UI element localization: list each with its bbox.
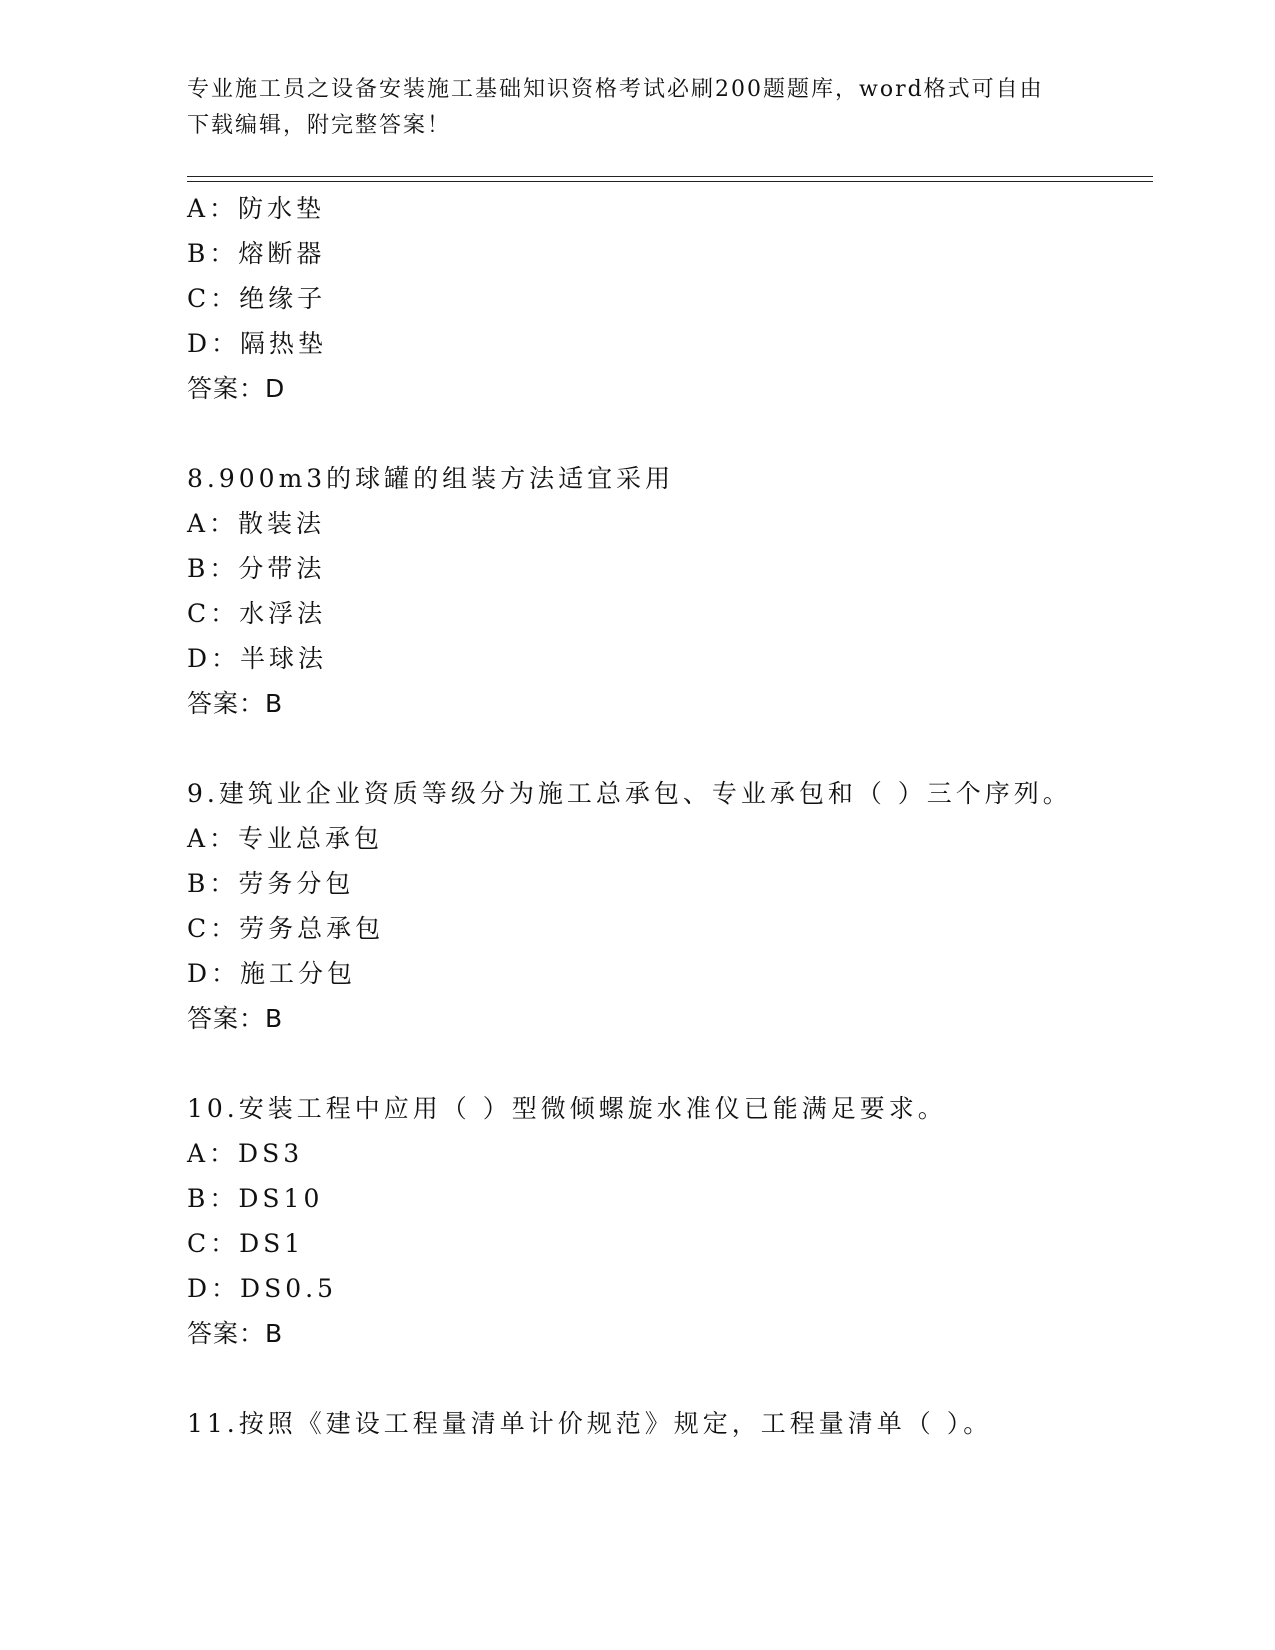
prev-answer: 答案：D (187, 374, 286, 403)
question-8-option-b: B：分带法 (187, 554, 326, 583)
prev-option-a: A：防水垫 (187, 194, 326, 223)
question-10-option-d: D：DS0.5 (187, 1274, 337, 1303)
question-10-answer: 答案：B (187, 1319, 284, 1348)
question-9-text: 9.建筑业企业资质等级分为施工总承包、专业承包和（ ）三个序列。 (187, 779, 1072, 808)
question-9-option-a: A：专业总承包 (187, 824, 384, 853)
question-10-option-a: A：DS3 (187, 1139, 304, 1168)
header-divider-bottom (187, 181, 1153, 182)
header-divider-top (187, 176, 1153, 177)
question-8-option-c: C：水浮法 (187, 599, 327, 628)
question-9-option-d: D：施工分包 (187, 959, 357, 988)
prev-option-c: C：绝缘子 (187, 284, 327, 313)
prev-option-d: D：隔热垫 (187, 329, 328, 358)
header-line-1: 专业施工员之设备安装施工基础知识资格考试必刷200题题库，word格式可自由 (187, 77, 1044, 102)
question-8-text: 8.900m3的球罐的组装方法适宜采用 (187, 464, 675, 493)
question-10-option-b: B：DS10 (187, 1184, 324, 1213)
question-11-text: 11.按照《建设工程量清单计价规范》规定，工程量清单（ ）。 (187, 1409, 993, 1438)
question-8-option-d: D：半球法 (187, 644, 328, 673)
question-8-option-a: A：散装法 (187, 509, 326, 538)
question-9-answer: 答案：B (187, 1004, 284, 1033)
header-line-2: 下载编辑，附完整答案！ (187, 113, 452, 138)
question-10-option-c: C：DS1 (187, 1229, 305, 1258)
prev-option-b: B：熔断器 (187, 239, 326, 268)
question-8-answer: 答案：B (187, 689, 284, 718)
question-9-option-c: C：劳务总承包 (187, 914, 385, 943)
document-header (187, 72, 1067, 144)
question-9-option-b: B：劳务分包 (187, 869, 355, 898)
question-10-text: 10.安装工程中应用（ ）型微倾螺旋水准仪已能满足要求。 (187, 1094, 947, 1123)
